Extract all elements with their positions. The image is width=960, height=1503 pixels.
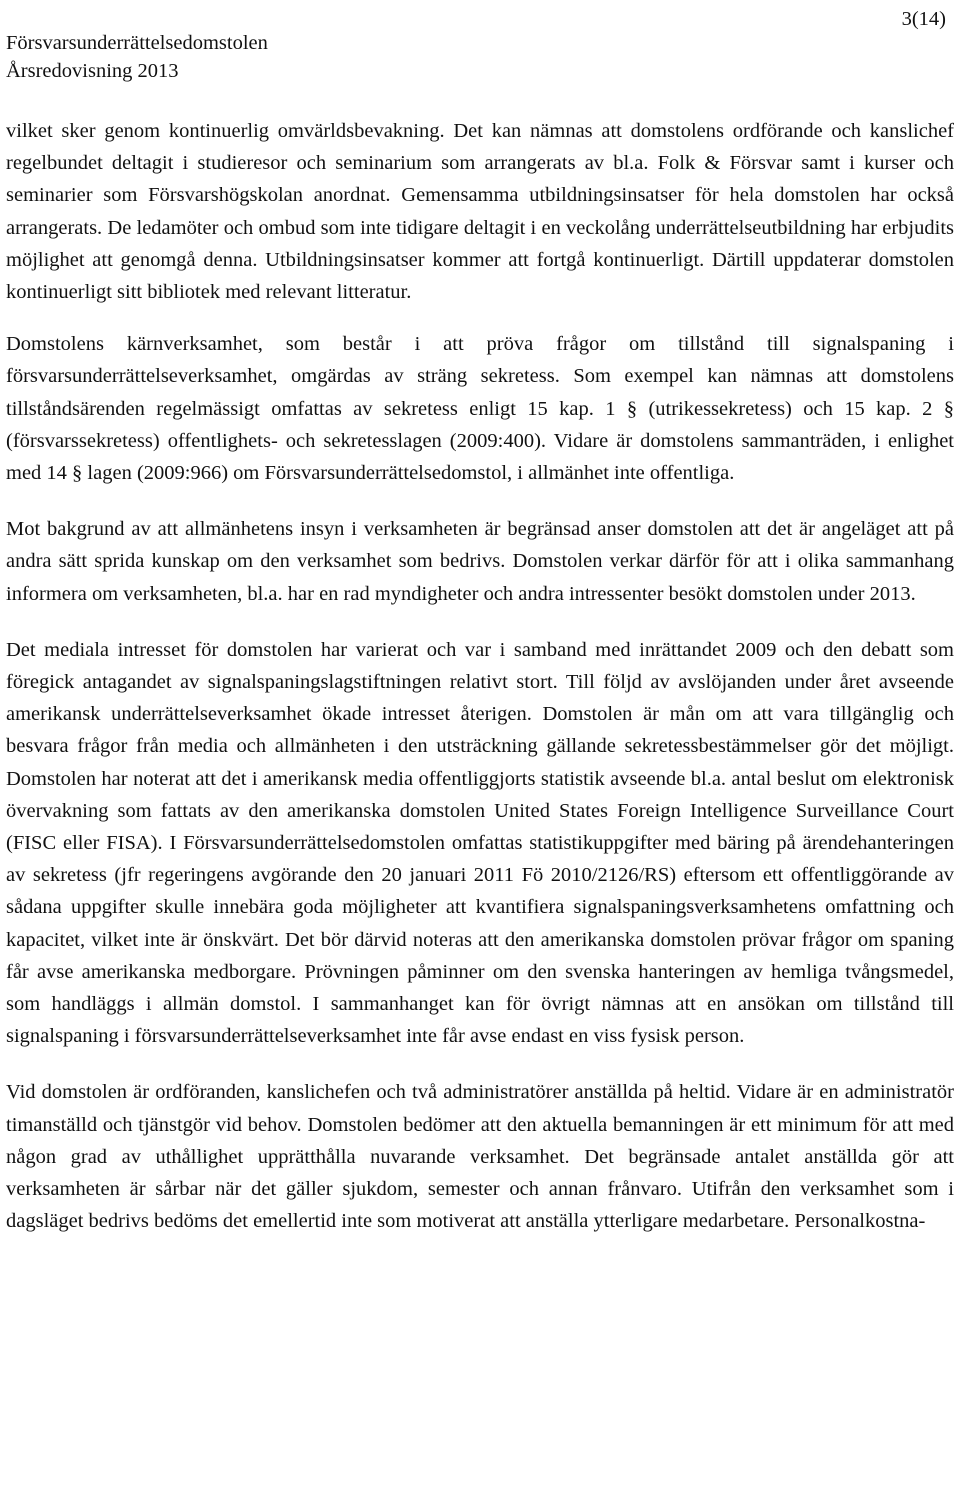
page-header	[6, 8, 954, 91]
report-title: Årsredovisning 2013	[6, 60, 179, 82]
paragraph-core-activity-secrecy: Domstolens kärnverksamhet, som består i att pröva frågor om tillstånd till signalspaning i försvarsunderrättelseverksamhet, omgärdas av sträng sekretess. Som exempel kan nämnas att domstolens tillståndsärenden regelmässigt omfattas av sekretess enligt 15 kap. 1 § (utrikessekretess) och 15 kap. 2 § (försvarssekretess) offentlighets- och sekretesslagen (2009:400). Vidare är domstolens sammanträden, i enlighet med 14 § lagen (2009:966) om Försvarsunderrättelsedomstol, i allmänhet inte offentliga.	[6, 333, 954, 485]
paragraph-public-insight: Mot bakgrund av att allmänhetens insyn i verksamheten är begränsad anser domstolen att det är angeläget att på andra sätt sprida kunskap om den verksamhet som bedrivs. Domstolen verkar därför för att i olika sammanhang informera om verksamheten, bl.a. har en rad myndigheter och andra intressenter besökt domstolen under 2013.	[6, 518, 954, 605]
organization-name: Försvarsunderrättelsedomstolen	[6, 32, 268, 54]
document-body	[6, 115, 954, 1238]
paragraph-training: vilket sker genom kontinuerlig omvärldsbevakning. Det kan nämnas att domstolens ordförande och kanslichef regelbundet deltagit i studieresor och seminarium som arrangerats av bl.a. Folk & Försvar samt i kurser och seminarier som Försvarshögskolan anordnat. Gemensamma utbildningsinsatser för hela domstolen har också arrangerats. De ledamöter och ombud som inte tidigare deltagit i en veckolång underrättelseutbildning har erbjudits möjlighet att genomgå denna. Utbildningsinsatser kommer att fortgå kontinuerligt. Därtill uppdaterar domstolen kontinuerligt sitt bibliotek med relevant litteratur.	[6, 120, 954, 304]
page-number: 3(14)	[901, 8, 946, 30]
paragraph-media-interest: Det mediala intresset för domstolen har varierat och var i samband med inrättandet 2009 och den debatt som föregick antagandet av signalspaningslagstiftningen relativt stort. Till följd av avslöjanden under året avseende amerikansk underrättelseverksamhet ökade intresset återigen. Domstolen är mån om att vara tillgänglig och besvara frågor från media och allmänheten i den utsträckning gällande sekretessbestämmelser gör det möjligt. Domstolen har noterat att det i amerikansk media offentliggjorts statistik avseende bl.a. antal beslut om elektronisk övervakning som fattats av den amerikanska domstolen United States Foreign Intelligence Surveillance Court (FISC eller FISA). I Försvarsunderrättelsedomstolen omfattas statistikuppgifter med bäring på ärendehanteringen av sekretess (jfr regeringens avgörande den 20 januari 2011 Fö 2010/2126/RS) eftersom ett offentliggörande av sådana uppgifter skulle innebära goda möjligheter att kvantifiera signalspaningsverksamhetens omfattning och kapacitet, vilket inte är önskvärt. Det bör därvid noteras att den amerikanska domstolen prövar frågor om spaning får avse amerikanska medborgare. Prövningen påminner om den svenska hanteringen av hemliga tvångsmedel, som handläggs i allmän domstol. I sammanhanget kan för övrigt nämnas att en ansökan om tillstånd till signalspaning i försvarsunderrättelseverksamhet inte får avse endast en viss fysisk person.	[6, 638, 954, 1048]
paragraph-staffing: Vid domstolen är ordföranden, kanslichefen och två administratörer anställda på heltid. Vidare är en administratör timanställd och tjänstgör vid behov. Domstolen bedömer att den aktuella bemanningen är ett minimum för att med någon grad av uthållighet upprätthålla nuvarande verksamhet. Det begränsade antalet anställda gör att verksamheten är sårbar när det gäller sjukdom, semester och annan frånvaro. Utifrån den verksamhet som i dagsläget bedrivs bedöms det emellertid inte som motiverat att anställa ytterligare medarbetare. Personalkostna-	[6, 1081, 954, 1233]
